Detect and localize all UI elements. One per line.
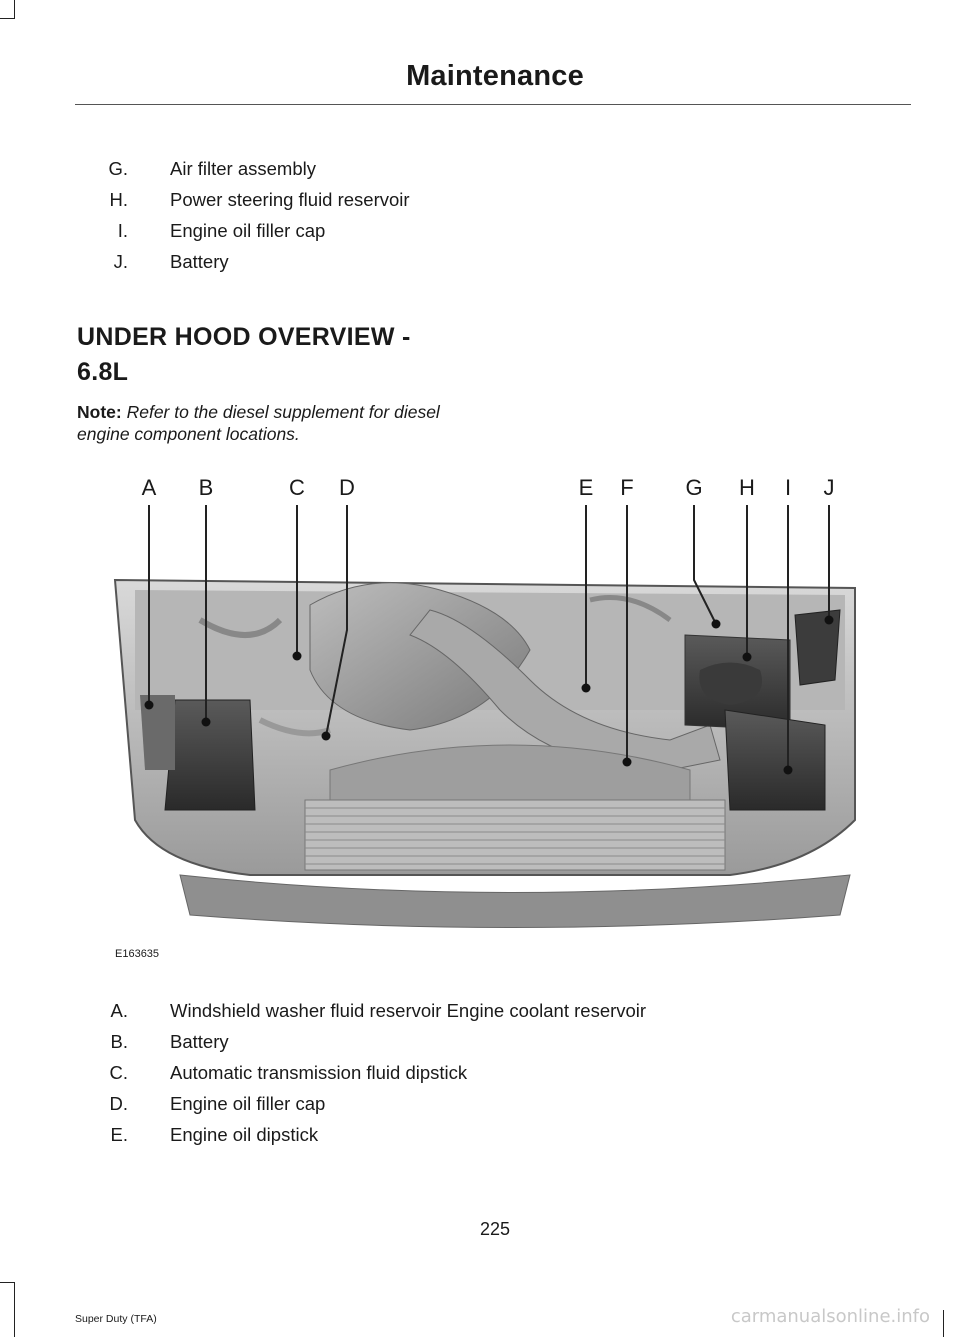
section-heading-line: UNDER HOOD OVERVIEW -	[77, 323, 411, 351]
callout-letter-i: I	[784, 475, 792, 500]
list-item-letter: G.	[108, 158, 128, 179]
list-item-text: Air filter assembly	[170, 158, 316, 179]
list-item-letter: J.	[113, 251, 128, 272]
list-item-text: Battery	[170, 1031, 229, 1052]
list-item-letter: D.	[109, 1093, 128, 1114]
callout-letter-g: G	[685, 475, 703, 500]
callout-letter-e: E	[578, 475, 594, 500]
list-item-letter: A.	[110, 1000, 128, 1021]
callout-letter-h: H	[739, 475, 755, 500]
list-item-text: Power steering fluid reservoir	[170, 189, 410, 210]
note-label: Note:	[77, 402, 122, 422]
list-item-text: Automatic transmission fluid dipstick	[170, 1062, 468, 1083]
callout-letter-j: J	[823, 475, 835, 500]
figure-code: E163635	[115, 948, 160, 960]
section-heading	[77, 322, 477, 387]
list-item-letter: C.	[109, 1062, 128, 1083]
engine-compartment-figure	[110, 470, 870, 970]
note-text: Refer to the diesel supplement for diesel engine component locations.	[77, 402, 440, 444]
list-item-letter: I.	[117, 220, 128, 241]
page-header-title: Maintenance	[406, 60, 584, 92]
crop-mark	[0, 1282, 15, 1283]
callout-letter-f: F	[620, 475, 634, 500]
list-item-text: Battery	[170, 251, 229, 272]
section-heading-line: 6.8L	[77, 358, 129, 386]
list-item-letter: E.	[110, 1124, 128, 1145]
list-item-text: Engine oil dipstick	[170, 1124, 319, 1145]
crop-mark	[14, 1282, 15, 1337]
crop-mark	[943, 1310, 944, 1337]
list-item-letter: H.	[109, 189, 128, 210]
watermark: carmanualsonline.info	[730, 1306, 930, 1327]
list-item-text: Windshield washer fluid reservoir Engine coolant reservoir	[170, 1000, 647, 1021]
callout-letter-b: B	[198, 475, 214, 500]
header-divider	[75, 104, 911, 105]
engine-illustration	[110, 470, 870, 970]
footer-model: Super Duty (TFA)	[75, 1313, 157, 1325]
page-number: 225	[479, 1219, 511, 1239]
callout-letter-d: D	[339, 475, 355, 500]
callout-letter-a: A	[141, 475, 157, 500]
list-item-letter: B.	[110, 1031, 128, 1052]
callout-letter-c: C	[289, 475, 305, 500]
crop-mark	[14, 0, 15, 18]
list-item-text: Engine oil filler cap	[170, 220, 326, 241]
list-item-text: Engine oil filler cap	[170, 1093, 326, 1114]
crop-mark	[0, 18, 15, 19]
note	[77, 401, 477, 445]
